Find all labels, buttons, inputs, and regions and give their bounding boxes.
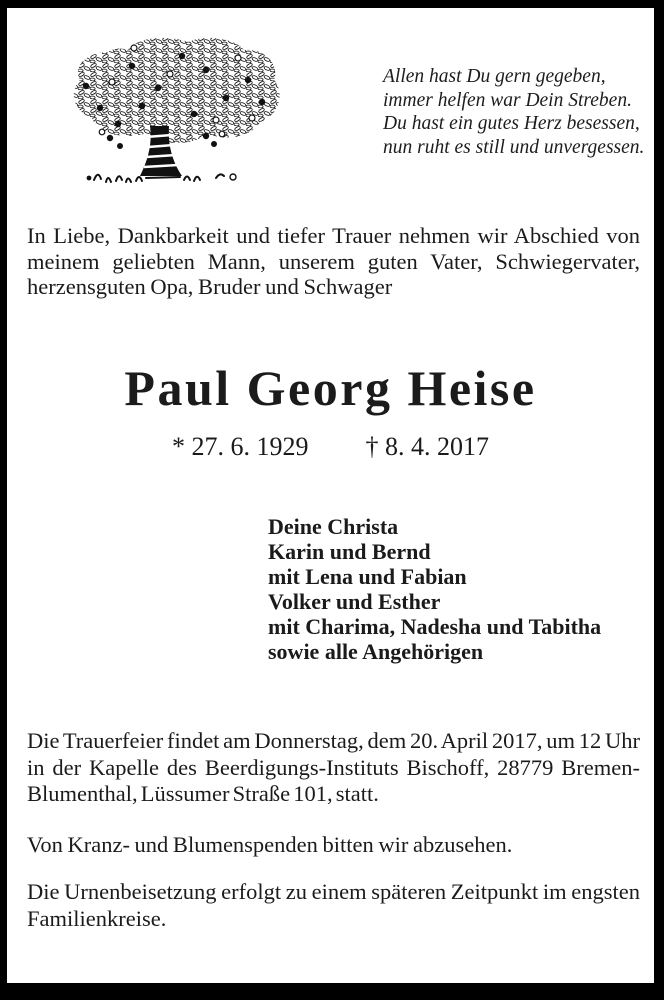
apple-tree-icon bbox=[66, 36, 286, 188]
flowers-request: Von Kranz- und Blumenspenden bitten wir abzusehen. bbox=[27, 832, 513, 857]
life-dates bbox=[7, 432, 654, 462]
burial-note: Die Urnenbeisetzung erfolgt zu einem späteren Zeitpunkt im engsten Familienkreise. bbox=[27, 879, 640, 931]
memorial-poem bbox=[383, 65, 644, 159]
mourner-line: sowie alle Angehörigen bbox=[268, 639, 484, 664]
deceased-name: Paul Georg Heise bbox=[124, 360, 537, 416]
death-date: † 8. 4. 2017 bbox=[365, 432, 489, 461]
mourner-line: Volker und Esther bbox=[268, 589, 441, 614]
intro-text: In Liebe, Dankbarkeit und tiefer Trauer nehmen wir Abschied von meinem geliebten Mann, unserem guten Vater, Schwiegervater, herzensguten Opa, Bruder und Schwager bbox=[27, 223, 640, 299]
poem-line: nun ruht es still und unvergessen. bbox=[383, 136, 645, 158]
funeral-details: Die Trauerfeier findet am Donnerstag, dem 20. April 2017, um 12 Uhr in der Kapelle des Beerdigungs-Instituts Bischoff, 28779 Bremen-Blumenthal, Lüssumer Straße 101, statt. bbox=[27, 728, 640, 807]
poem-line: immer helfen war Dein Streben. bbox=[383, 89, 632, 111]
mourner-line: mit Lena und Fabian bbox=[268, 564, 467, 589]
mourner-line: Karin und Bernd bbox=[268, 539, 431, 564]
obituary-content bbox=[7, 8, 654, 983]
mourner-line: Deine Christa bbox=[268, 514, 399, 539]
mourners-list bbox=[268, 514, 601, 664]
mourner-line: mit Charima, Nadesha und Tabitha bbox=[268, 614, 602, 639]
poem-line: Allen hast Du gern gegeben, bbox=[383, 66, 606, 87]
poem-line: Du hast ein gutes Herz besessen, bbox=[383, 113, 640, 134]
birth-date: * 27. 6. 1929 bbox=[172, 432, 309, 461]
